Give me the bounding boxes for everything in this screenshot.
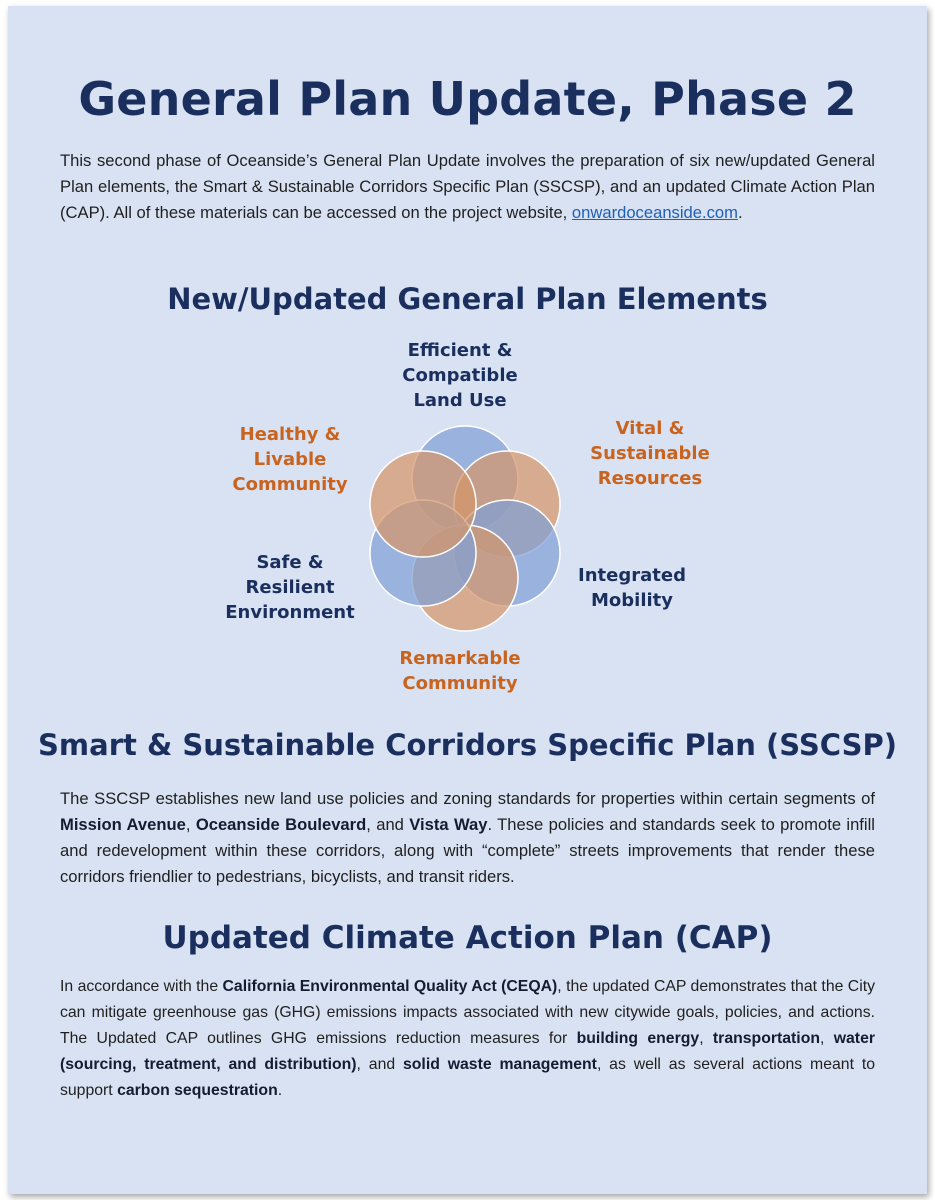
carbon-sequestration-term: carbon sequestration xyxy=(117,1082,278,1099)
label-resources-line-3: Resources xyxy=(597,468,703,489)
project-website-link[interactable]: onwardoceanside.com xyxy=(571,203,738,222)
mission-avenue-term: Mission Avenue xyxy=(60,815,186,834)
label-resources-line-1: Vital & xyxy=(615,418,685,439)
sscsp-text-3: , and xyxy=(366,815,410,834)
intro-text-end: . xyxy=(737,203,743,222)
cap-paragraph xyxy=(60,974,875,1104)
elements-circle-diagram xyxy=(355,418,575,638)
cap-text-6: , as well as several actions meant to support xyxy=(60,1056,875,1099)
sscsp-heading: Smart & Sustainable Corridors Specific Plan (SSCSP) xyxy=(38,728,897,762)
label-healthy xyxy=(200,422,380,497)
cap-heading: Updated Climate Action Plan (CAP) xyxy=(162,920,773,956)
sscsp-paragraph xyxy=(60,786,875,890)
cap-text-7: . xyxy=(277,1082,283,1099)
label-land-use-line-3: Land Use xyxy=(413,390,507,411)
intro-text: This second phase of Oceanside’s General Plan Update involves the preparation of six new/updated General Plan elements, the Smart & Sustainable Corridors Specific Plan (SSCSP), and an updated Climate Action Plan (CAP). All of these materials can be accessed on the project website, xyxy=(60,151,875,222)
ceqa-term: California Environmental Quality Act (CEQA) xyxy=(222,978,558,995)
label-land-use xyxy=(370,338,550,413)
page-title: General Plan Update, Phase 2 xyxy=(78,72,857,126)
cap-text-5: , and xyxy=(356,1056,403,1073)
label-land-use-line-1: Efficient & xyxy=(407,340,513,361)
cap-text-3: , xyxy=(699,1030,713,1047)
label-mobility-line-2: Mobility xyxy=(590,590,673,611)
cap-text-2: , the updated CAP demonstrates that the City can mitigate greenhouse gas (GHG) emissions impacts associated with new citywide goals, policies, and actions. The Updated CAP outlines GHG emissions reduction measures for xyxy=(60,978,875,1047)
label-resilient-line-3: Environment xyxy=(225,602,355,623)
transportation-term: transportation xyxy=(712,1030,820,1047)
label-resilient-line-1: Safe & xyxy=(256,552,324,573)
label-resources-line-2: Sustainable xyxy=(590,443,710,464)
label-healthy-line-2: Livable xyxy=(253,449,327,470)
label-resilient-line-2: Resilient xyxy=(245,577,335,598)
elements-heading: New/Updated General Plan Elements xyxy=(167,282,768,316)
label-mobility-line-1: Integrated xyxy=(578,565,686,586)
sscsp-text-4: . These policies and standards seek to promote infill and redevelopment within these corridors, along with “complete” streets improvements that render these corridors friendlier to pedestrians, bicyclists, and transit riders. xyxy=(60,815,875,886)
label-healthy-line-1: Healthy & xyxy=(239,424,341,445)
cap-text-1: In accordance with the xyxy=(60,978,223,995)
label-healthy-line-3: Community xyxy=(232,474,348,495)
label-remarkable-line-2: Community xyxy=(402,673,518,694)
building-energy-term: building energy xyxy=(576,1030,700,1047)
circle-healthy xyxy=(370,451,476,557)
label-remarkable xyxy=(370,646,550,696)
sscsp-text-1: The SSCSP establishes new land use policies and zoning standards for properties within certain segments of xyxy=(60,789,875,808)
oceanside-boulevard-term: Oceanside Boulevard xyxy=(195,815,367,834)
label-resources xyxy=(560,416,740,491)
document-page xyxy=(8,6,927,1194)
cap-text-4: , xyxy=(820,1030,834,1047)
label-land-use-line-2: Compatible xyxy=(402,365,518,386)
solid-waste-term: solid waste management xyxy=(403,1056,597,1073)
vista-way-term: Vista Way xyxy=(409,815,488,834)
water-term: water (sourcing, treatment, and distribution) xyxy=(60,1030,876,1073)
intro-paragraph xyxy=(60,148,875,226)
label-remarkable-line-1: Remarkable xyxy=(399,648,521,669)
sscsp-text-2: , xyxy=(185,815,196,834)
